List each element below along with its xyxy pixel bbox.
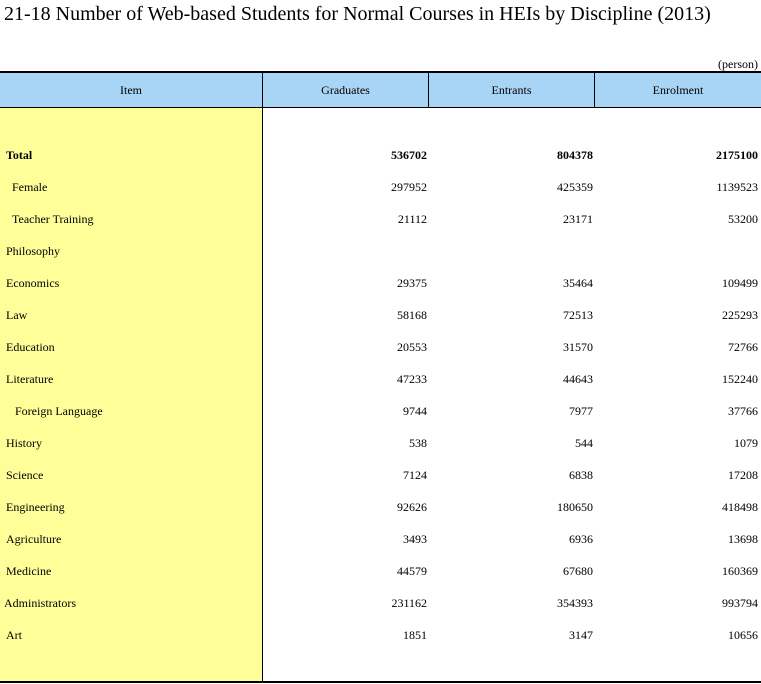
enrolment-cell: 160369 xyxy=(722,564,758,578)
graduates-cell: 231162 xyxy=(391,596,427,610)
table-row xyxy=(0,331,761,363)
row-label: Law xyxy=(6,308,28,322)
enrolment-cell: 1139523 xyxy=(716,180,758,194)
table-row xyxy=(0,491,761,523)
table-row xyxy=(0,555,761,587)
entrants-cell: 6838 xyxy=(569,468,593,482)
table-row xyxy=(0,235,761,267)
graduates-cell: 297952 xyxy=(391,180,427,194)
table-header xyxy=(0,73,761,108)
row-label: Art xyxy=(6,628,22,642)
unit-note: (person) xyxy=(718,57,758,71)
table-row xyxy=(0,619,761,651)
enrolment-cell: 72766 xyxy=(728,340,758,354)
table-title: 21-18 Number of Web-based Students for Normal Courses in HEIs by Discipline (2013) xyxy=(4,3,711,25)
enrolment-cell: 13698 xyxy=(728,532,758,546)
entrants-cell: 180650 xyxy=(557,500,593,514)
graduates-cell: 58168 xyxy=(397,308,427,322)
graduates-cell: 29375 xyxy=(397,276,427,290)
entrants-cell: 44643 xyxy=(563,372,593,386)
table-row xyxy=(0,587,761,619)
enrolment-cell: 993794 xyxy=(722,596,758,610)
enrolment-cell: 1079 xyxy=(734,436,758,450)
graduates-cell: 20553 xyxy=(397,340,427,354)
enrolment-cell: 10656 xyxy=(728,628,758,642)
entrants-cell: 31570 xyxy=(563,340,593,354)
table-row xyxy=(0,523,761,555)
table-row xyxy=(0,363,761,395)
row-label: Education xyxy=(6,340,55,354)
graduates-cell: 44579 xyxy=(397,564,427,578)
enrolment-cell: 2175100 xyxy=(716,148,758,162)
table-row xyxy=(0,427,761,459)
graduates-cell: 9744 xyxy=(403,404,427,418)
entrants-cell: 804378 xyxy=(557,148,593,162)
row-label: Teacher Training xyxy=(12,212,94,226)
graduates-cell: 536702 xyxy=(391,148,427,162)
row-label: Economics xyxy=(6,276,60,290)
entrants-cell: 3147 xyxy=(569,628,593,642)
table-row xyxy=(0,203,761,235)
table-row xyxy=(0,459,761,491)
table-row xyxy=(0,267,761,299)
header-enrolment: Enrolment xyxy=(652,83,704,97)
graduates-cell: 92626 xyxy=(397,500,427,514)
enrolment-cell: 37766 xyxy=(728,404,758,418)
row-label: Philosophy xyxy=(6,244,61,258)
table-row xyxy=(0,139,761,171)
entrants-cell: 425359 xyxy=(557,180,593,194)
row-label: Total xyxy=(6,148,33,162)
row-label: Agriculture xyxy=(6,532,62,546)
bottom-rule xyxy=(0,681,761,683)
header-entrants: Entrants xyxy=(429,73,595,107)
enrolment-cell: 152240 xyxy=(722,372,758,386)
row-label: Science xyxy=(6,468,44,482)
entrants-cell: 35464 xyxy=(563,276,593,290)
enrolment-cell: 17208 xyxy=(728,468,758,482)
header-graduates: Graduates xyxy=(263,73,429,107)
row-label: Literature xyxy=(6,372,54,386)
row-label: Medicine xyxy=(6,564,52,578)
graduates-cell: 21112 xyxy=(397,212,427,226)
entrants-cell: 7977 xyxy=(569,404,593,418)
table-row xyxy=(0,299,761,331)
row-label: Female xyxy=(12,180,48,194)
entrants-cell: 67680 xyxy=(563,564,593,578)
enrolment-cell: 109499 xyxy=(722,276,758,290)
graduates-cell: 47233 xyxy=(397,372,427,386)
graduates-cell: 538 xyxy=(409,436,427,450)
row-label: Foreign Language xyxy=(15,404,103,418)
entrants-cell: 72513 xyxy=(563,308,593,322)
table-row xyxy=(0,171,761,203)
entrants-cell: 544 xyxy=(575,436,593,450)
row-label: Engineering xyxy=(6,500,65,514)
graduates-cell: 7124 xyxy=(403,468,427,482)
graduates-cell: 1851 xyxy=(403,628,427,642)
table-row xyxy=(0,395,761,427)
row-label: Administrators xyxy=(4,596,76,610)
entrants-cell: 6936 xyxy=(569,532,593,546)
graduates-cell: 3493 xyxy=(403,532,427,546)
row-label: History xyxy=(6,436,42,450)
enrolment-cell: 53200 xyxy=(728,212,758,226)
header-item: Item xyxy=(0,73,263,107)
enrolment-cell: 225293 xyxy=(722,308,758,322)
entrants-cell: 23171 xyxy=(563,212,593,226)
entrants-cell: 354393 xyxy=(557,596,593,610)
enrolment-cell: 418498 xyxy=(722,500,758,514)
